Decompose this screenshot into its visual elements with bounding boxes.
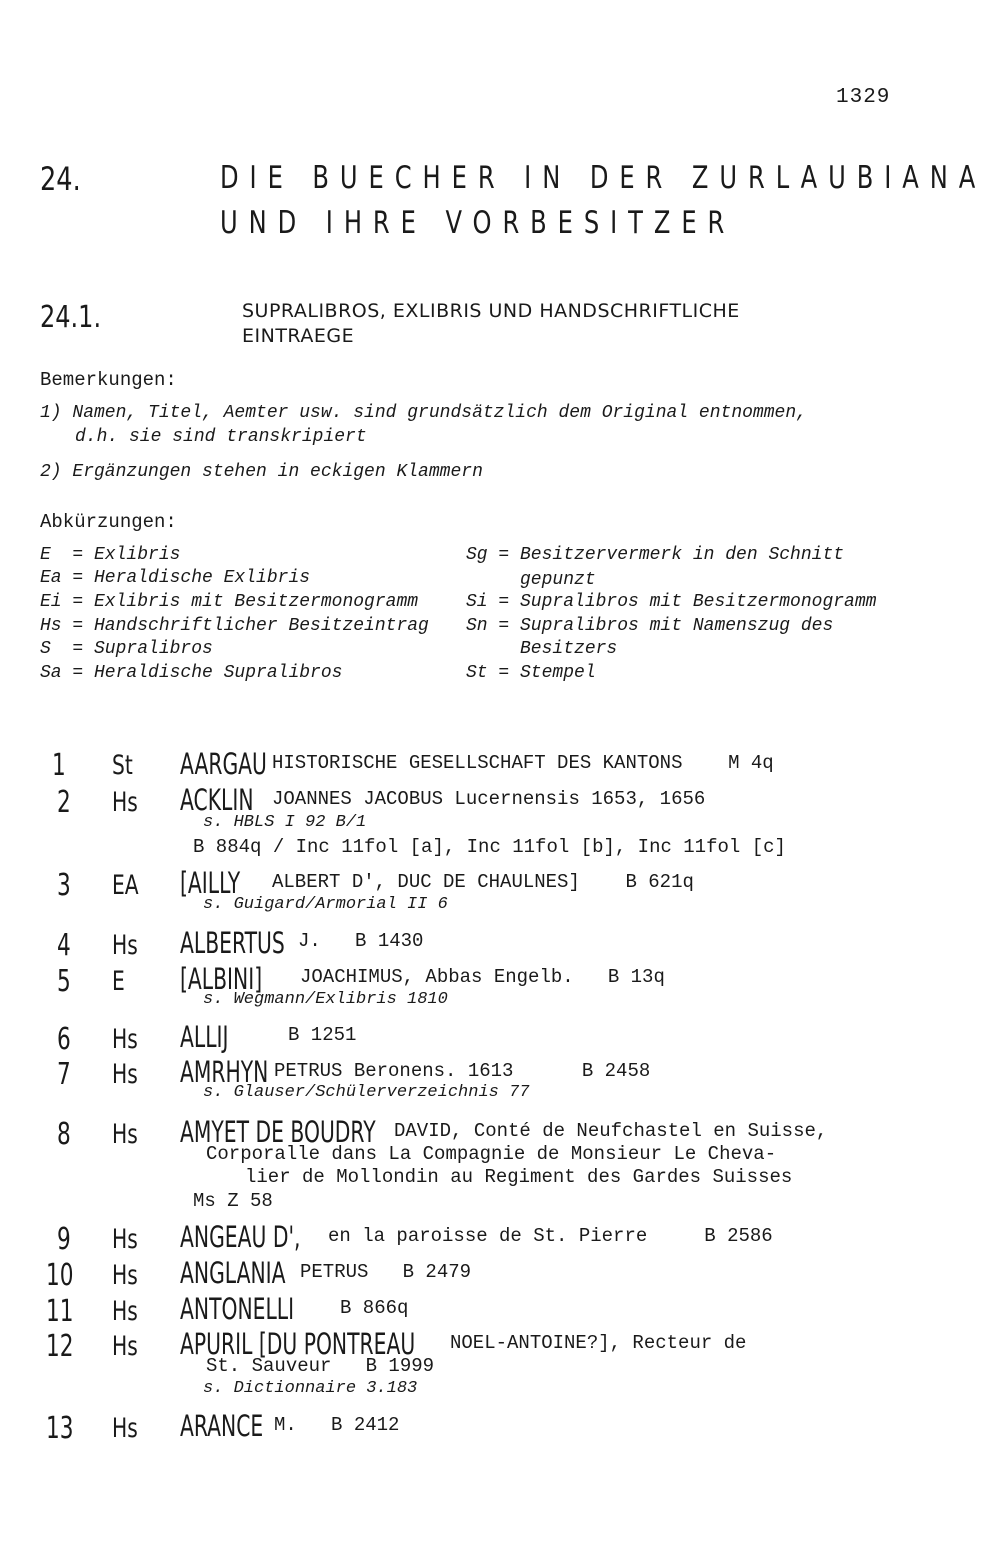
entry-text: en la paroisse de St. Pierre B 2586 bbox=[328, 1225, 773, 1247]
entry-text: PETRUS B 2479 bbox=[300, 1261, 472, 1283]
abbreviation-right-6: St = Stempel bbox=[466, 663, 596, 683]
entry-reference: s. Wegmann/Exlibris 1810 bbox=[203, 990, 448, 1009]
entry-name: AMYET DE BOUDRY bbox=[180, 1115, 376, 1149]
entry-number: 2 bbox=[57, 785, 71, 820]
abbreviations-heading: Abkürzungen: bbox=[40, 511, 177, 533]
entry-number: 13 bbox=[46, 1411, 74, 1446]
entry-name: [AILLY bbox=[180, 866, 241, 900]
abbreviation-left-6: Sa = Heraldische Supralibros bbox=[40, 663, 343, 683]
entry-text: B 1251 bbox=[288, 1024, 357, 1046]
entry-number: 5 bbox=[57, 964, 71, 999]
entry-code: Hs bbox=[112, 1119, 138, 1150]
entry-text: M. B 2412 bbox=[274, 1414, 400, 1436]
entry-number: 10 bbox=[46, 1258, 74, 1293]
entry-holdings: Ms Z 58 bbox=[193, 1190, 273, 1212]
entry-text: HISTORISCHE GESELLSCHAFT DES KANTONS M 4q bbox=[272, 752, 774, 774]
entry-text: PETRUS Beronens. 1613 B 2458 bbox=[274, 1060, 651, 1082]
abbreviation-right-5: Besitzers bbox=[466, 639, 618, 659]
entry-name: [ALBINI] bbox=[180, 962, 263, 996]
entry-name: APURIL [DU PONTREAU bbox=[180, 1327, 416, 1361]
entry-number: 1 bbox=[52, 748, 66, 783]
entry-code: Hs bbox=[112, 930, 138, 961]
entry-reference: s. Guigard/Armorial II 6 bbox=[203, 895, 448, 914]
remark-2: 2) Ergänzungen stehen in eckigen Klammern bbox=[40, 462, 483, 482]
entry-code: Hs bbox=[112, 1059, 138, 1090]
entry-name: ANGLANIA bbox=[180, 1256, 286, 1290]
entry-number: 6 bbox=[57, 1022, 71, 1057]
remarks-heading: Bemerkungen: bbox=[40, 369, 177, 391]
entry-reference: s. Dictionnaire 3.183 bbox=[203, 1379, 418, 1398]
remark-1-line-2: d.h. sie sind transkripiert bbox=[75, 427, 367, 447]
entry-holdings: B 884q / Inc 11fol [a], Inc 11fol [b], Inc 11fol [c] bbox=[193, 836, 786, 858]
entry-continuation: Corporalle dans La Compagnie de Monsieur Le Cheva- bbox=[206, 1143, 777, 1165]
chapter-title-line-1: DIE BUECHER IN DER ZURLAUBIANA bbox=[220, 160, 987, 196]
section-title-line-1: SUPRALIBROS, EXLIBRIS UND HANDSCHRIFTLICHE bbox=[242, 300, 740, 322]
entry-code: Hs bbox=[112, 1413, 138, 1444]
entry-number: 7 bbox=[57, 1057, 71, 1092]
entry-name: ALBERTUS bbox=[180, 926, 285, 960]
entry-number: 3 bbox=[57, 868, 71, 903]
entry-code: Hs bbox=[112, 1024, 138, 1055]
abbreviation-right-2: gepunzt bbox=[466, 570, 596, 590]
entry-code: Hs bbox=[112, 1296, 138, 1327]
entry-name: AARGAU bbox=[180, 747, 267, 781]
entry-text: DAVID, Conté de Neufchastel en Suisse, bbox=[394, 1120, 828, 1142]
entry-text: ALBERT D', DUC DE CHAULNES] B 621q bbox=[272, 871, 694, 893]
entry-code: Hs bbox=[112, 787, 138, 818]
entry-name: ACKLIN bbox=[180, 783, 254, 817]
entry-continuation: lier de Mollondin au Regiment des Gardes Suisses bbox=[245, 1166, 793, 1188]
entry-name: ARANCE bbox=[180, 1409, 264, 1443]
entry-number: 9 bbox=[57, 1222, 71, 1257]
entry-code: EA bbox=[112, 870, 139, 901]
abbreviation-right-3: Si = Supralibros mit Besitzermonogramm bbox=[466, 592, 877, 612]
abbreviation-left-3: Ei = Exlibris mit Besitzermonogramm bbox=[40, 592, 419, 612]
entry-continuation: St. Sauveur B 1999 bbox=[206, 1355, 435, 1377]
abbreviation-left-4: Hs = Handschriftlicher Besitzeintrag bbox=[40, 616, 429, 636]
abbreviation-left-1: E = Exlibris bbox=[40, 545, 181, 565]
remark-1-line-1: 1) Namen, Titel, Aemter usw. sind grundsätzlich dem Original entnommen, bbox=[40, 403, 807, 423]
entry-code: Hs bbox=[112, 1260, 138, 1291]
entry-code: Hs bbox=[112, 1331, 138, 1362]
abbreviation-right-4: Sn = Supralibros mit Namenszug des bbox=[466, 616, 834, 636]
entry-name: ALLIJ bbox=[180, 1020, 229, 1054]
entry-number: 4 bbox=[57, 928, 71, 963]
entry-text: JOACHIMUS, Abbas Engelb. B 13q bbox=[300, 966, 665, 988]
entry-name: ANTONELLI bbox=[180, 1292, 295, 1326]
abbreviation-left-2: Ea = Heraldische Exlibris bbox=[40, 568, 311, 588]
entry-reference: s. HBLS I 92 B/1 bbox=[203, 813, 367, 832]
section-number: 24.1. bbox=[40, 300, 102, 335]
entry-reference: s. Glauser/Schülerverzeichnis 77 bbox=[203, 1083, 530, 1102]
entry-text: NOEL-ANTOINE?], Recteur de bbox=[450, 1332, 747, 1354]
entry-number: 8 bbox=[57, 1117, 71, 1152]
entry-code: E bbox=[112, 966, 125, 997]
entry-name: AMRHYN bbox=[180, 1055, 269, 1089]
entry-code: St bbox=[112, 750, 133, 781]
entry-text: JOANNES JACOBUS Lucernensis 1653, 1656 bbox=[272, 788, 706, 810]
entry-number: 12 bbox=[46, 1329, 74, 1364]
section-title-line-2: EINTRAEGE bbox=[242, 325, 355, 347]
page-number: 1329 bbox=[836, 86, 891, 109]
entry-name: ANGEAU D', bbox=[180, 1220, 301, 1254]
abbreviation-right-1: Sg = Besitzervermerk in den Schnitt bbox=[466, 545, 845, 565]
entry-text: B 866q bbox=[340, 1297, 409, 1319]
chapter-title-line-2: UND IHRE VORBESITZER bbox=[220, 205, 736, 241]
entry-text: J. B 1430 bbox=[298, 930, 424, 952]
chapter-number: 24. bbox=[40, 160, 81, 198]
abbreviation-left-5: S = Supralibros bbox=[40, 639, 213, 659]
entry-code: Hs bbox=[112, 1224, 138, 1255]
entry-number: 11 bbox=[46, 1294, 74, 1329]
